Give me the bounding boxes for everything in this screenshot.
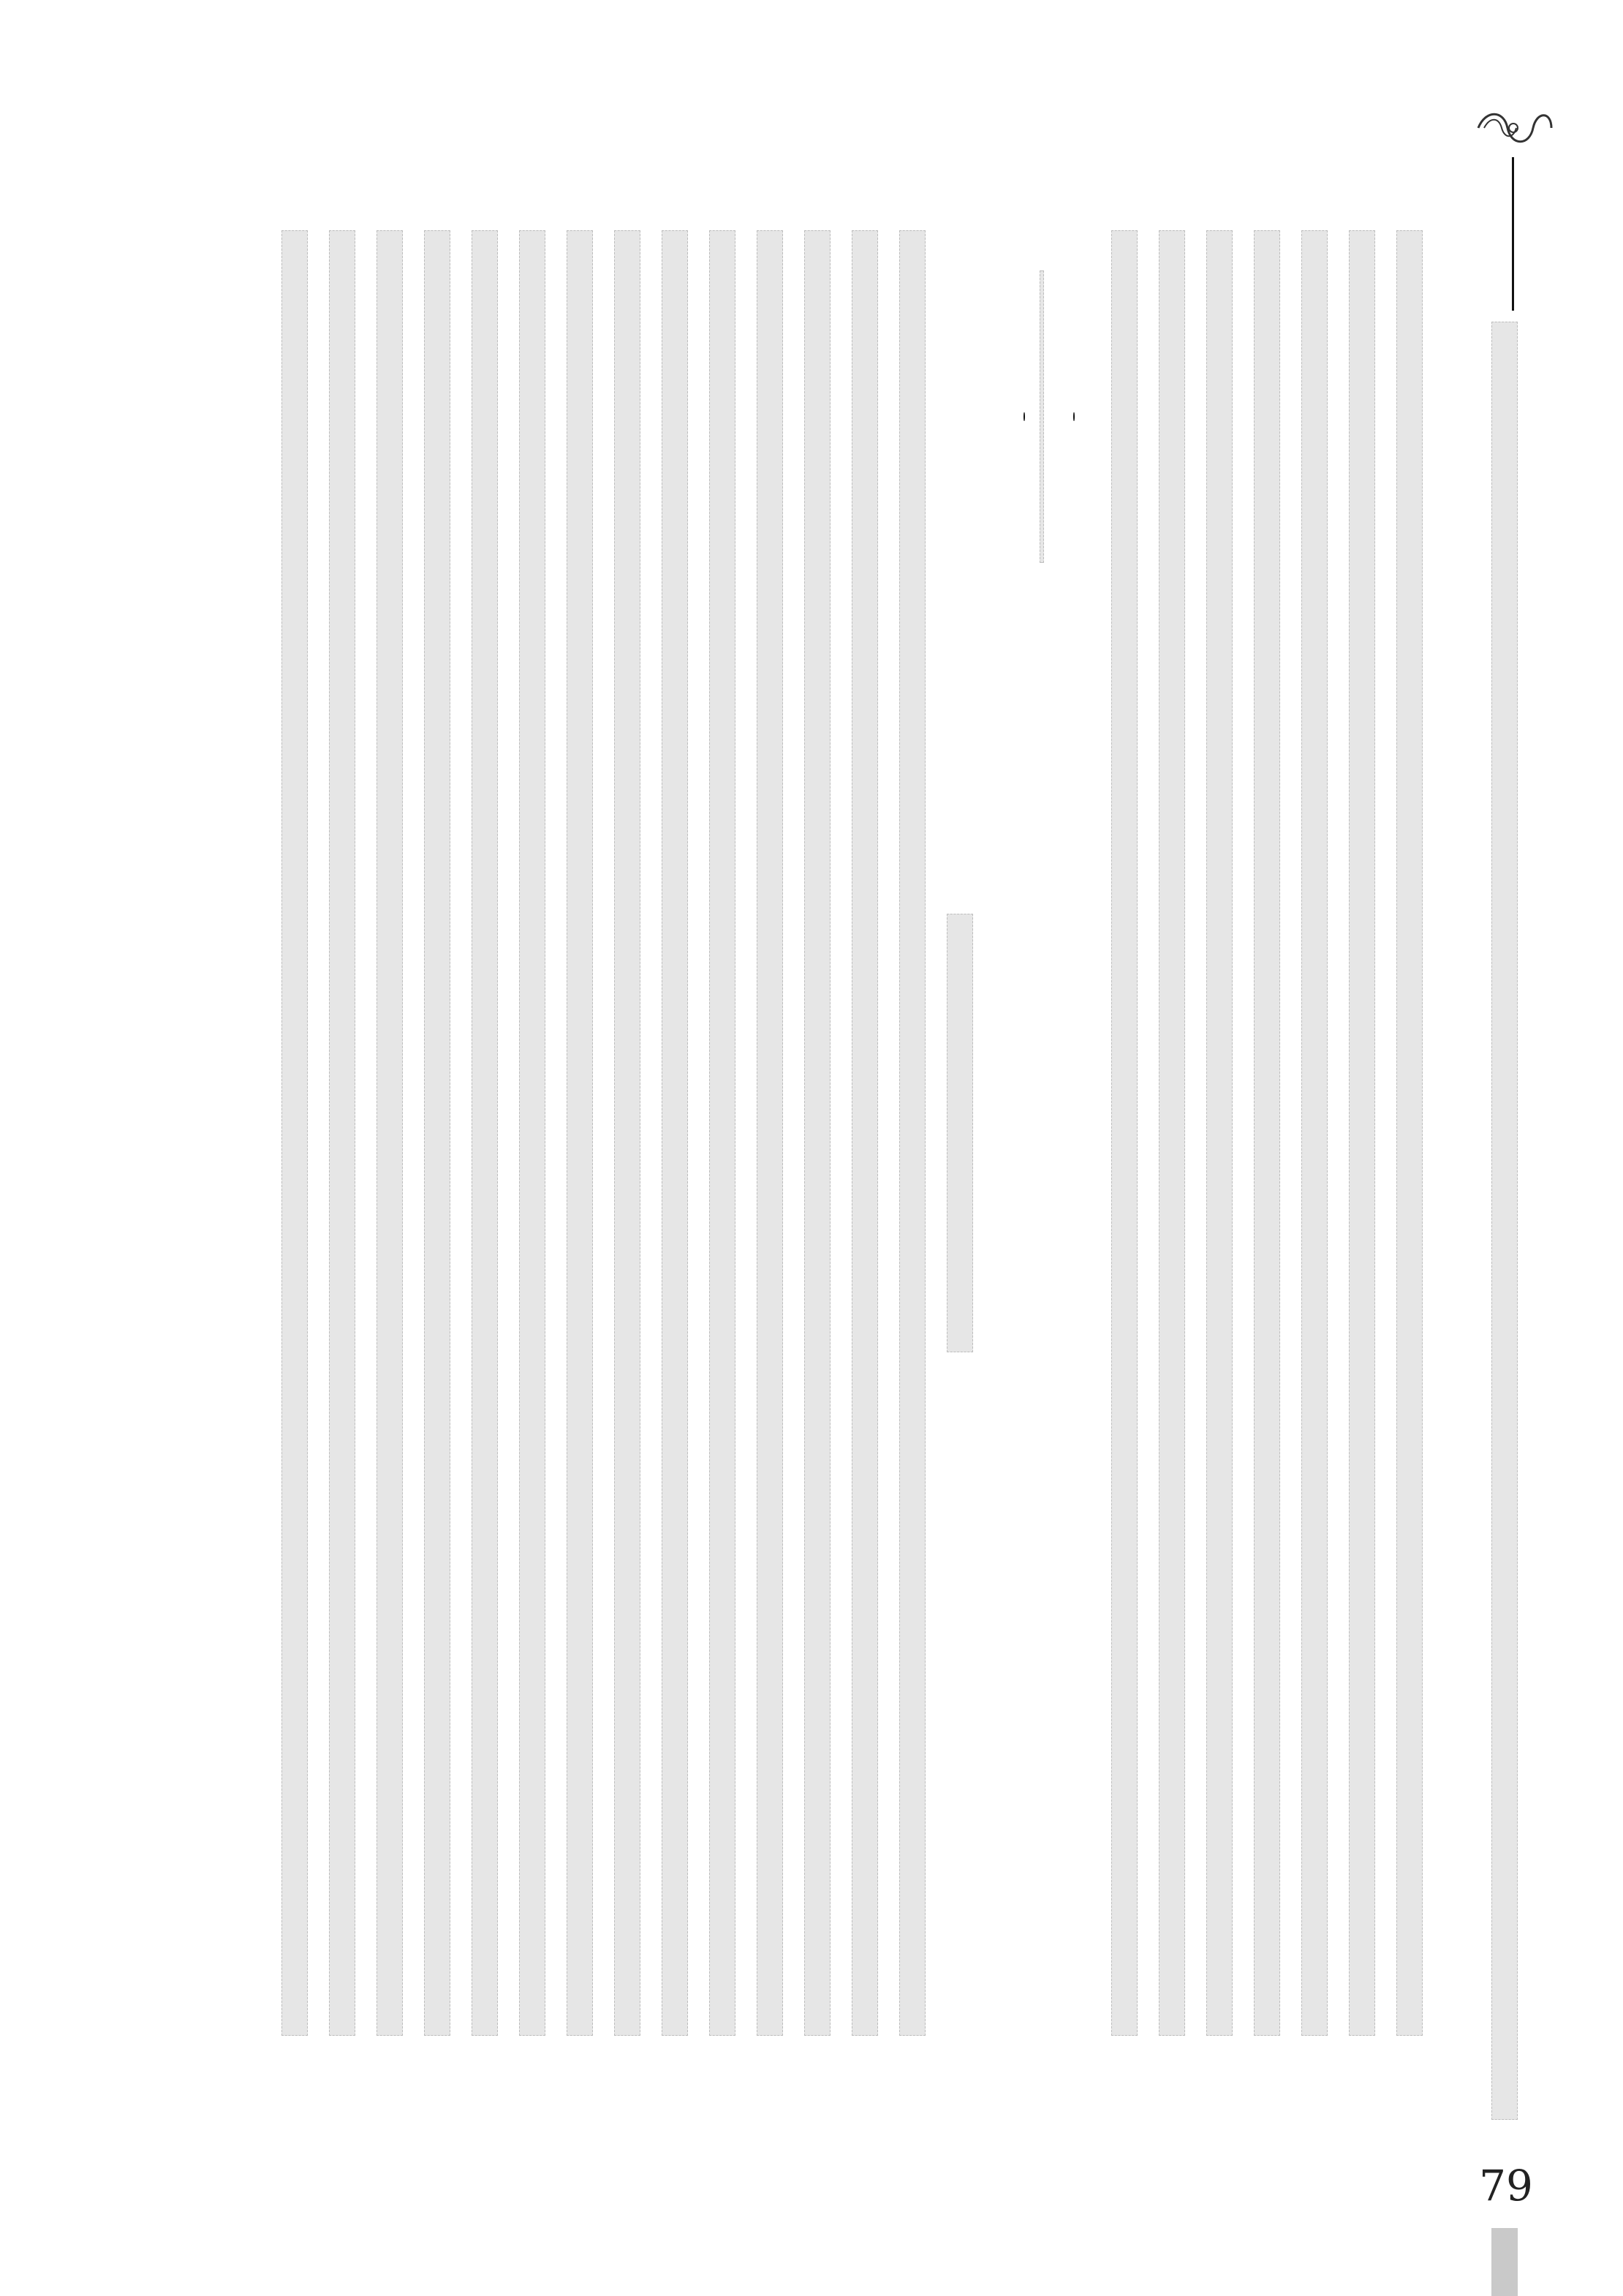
text-column (377, 212, 409, 2054)
text-column (472, 212, 504, 2054)
text-column-placeholder (472, 230, 498, 2036)
text-column-placeholder (709, 230, 735, 2036)
text-column (1111, 212, 1143, 2054)
text-column-placeholder (1159, 230, 1185, 2036)
text-column-placeholder (377, 230, 403, 2036)
page-number: 79 (1479, 2161, 1533, 2210)
text-column-placeholder (567, 230, 593, 2036)
text-column-placeholder (424, 230, 450, 2036)
section-heading-placeholder (1040, 270, 1045, 563)
text-column-placeholder (1396, 230, 1423, 2036)
text-column (1254, 212, 1286, 2054)
text-column (899, 212, 931, 2054)
text-column-placeholder (519, 230, 545, 2036)
text-column-placeholder (1254, 230, 1280, 2036)
text-column (614, 212, 646, 2054)
section-heading (1024, 212, 1075, 621)
text-column-placeholder (899, 230, 926, 2036)
text-column-placeholder (1349, 230, 1375, 2036)
text-column-placeholder (1206, 230, 1233, 2036)
text-column-placeholder (662, 230, 688, 2036)
text-column-placeholder (804, 230, 831, 2036)
scroll-ornament-icon (1471, 102, 1559, 154)
text-column-placeholder (947, 914, 973, 1352)
text-column-placeholder (757, 230, 783, 2036)
text-column-placeholder (281, 230, 308, 2036)
text-column (329, 212, 361, 2054)
text-column (804, 212, 836, 2054)
text-column-placeholder (329, 230, 355, 2036)
text-column (757, 212, 789, 2054)
text-column (281, 212, 314, 2054)
text-column (519, 212, 551, 2054)
page-side-bar (1491, 2228, 1518, 2296)
text-column (852, 212, 884, 2054)
header-rule (1512, 157, 1514, 311)
text-column (1349, 212, 1381, 2054)
text-column (662, 212, 694, 2054)
text-column (567, 212, 599, 2054)
text-column (1301, 212, 1333, 2054)
bullet-dot (1024, 412, 1025, 421)
text-column-placeholder (1301, 230, 1328, 2036)
text-column (709, 212, 741, 2054)
text-column-placeholder (852, 230, 878, 2036)
text-column (424, 212, 456, 2054)
text-column (947, 212, 979, 2054)
main-text-columns (161, 212, 1448, 2054)
running-header-placeholder (1491, 322, 1518, 2120)
text-column (1206, 212, 1238, 2054)
text-column-placeholder (614, 230, 640, 2036)
text-column (1396, 212, 1429, 2054)
text-column (1159, 212, 1191, 2054)
running-header (1491, 322, 1543, 2134)
text-column-placeholder (1111, 230, 1138, 2036)
bullet-dot (1073, 412, 1075, 421)
